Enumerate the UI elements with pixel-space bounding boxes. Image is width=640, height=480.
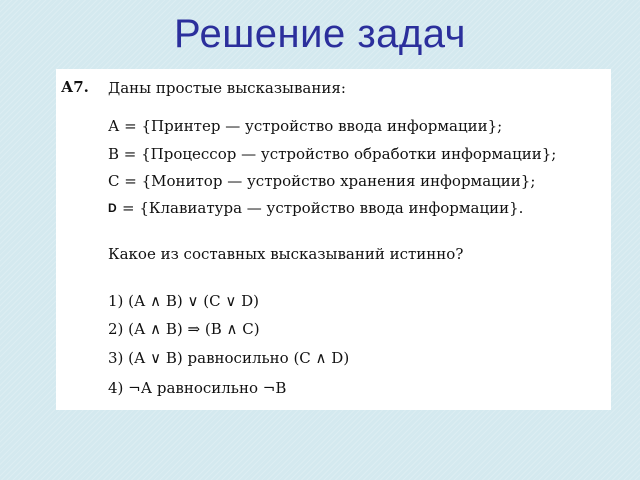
task-intro: Даны простые высказывания:: [108, 79, 346, 97]
answer-option-3: 3) (А ∨ В) равносильно (С ∧ D): [108, 349, 350, 367]
task-question: Какое из составных высказываний истинно?: [108, 245, 464, 263]
statement-d: = {Клавиатура — устройство ввода информации}.: [122, 199, 524, 217]
statement-d-letter: D: [108, 201, 117, 215]
answer-option-4: 4) ¬А равносильно ¬В: [108, 379, 287, 397]
answer-option-2: 2) (А ∧ В) ⇒ (В ∧ С): [108, 320, 260, 338]
task-panel: [56, 69, 611, 410]
statement-c: С = {Монитор — устройство хранения информации};: [108, 172, 536, 190]
statement-b: В = {Процессор — устройство обработки информации};: [108, 145, 557, 163]
statement-a: А = {Принтер — устройство ввода информации};: [108, 117, 503, 135]
answer-option-1: 1) (А ∧ В) ∨ (С ∨ D): [108, 292, 260, 310]
task-number: А7.: [61, 78, 89, 96]
slide-title: Решение задач: [174, 12, 466, 56]
